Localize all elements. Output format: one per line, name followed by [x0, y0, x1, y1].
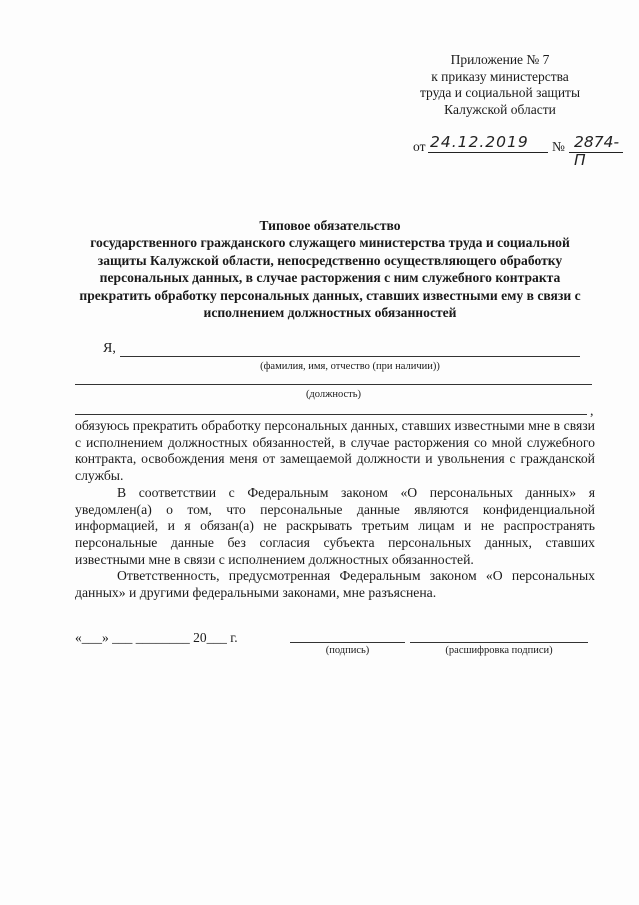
- appendix-region: Калужской области: [444, 101, 556, 117]
- appendix-number: Приложение № 7: [450, 52, 550, 67]
- paragraph-obligation: обязуюсь прекратить обработку персональных данных, ставших известными мне в связи с исполнением должностных обязанностей, в случае расторжения со мной служебного контракта, освобождения меня от замещаемой должности и увольнения с гражданской службы.: [75, 418, 595, 484]
- order-date-number: [413, 133, 623, 169]
- title-line-4: персональных данных, в случае расторжения с ним служебного контракта: [99, 270, 561, 286]
- position-continuation-line[interactable]: [75, 414, 587, 415]
- position-blank-line[interactable]: [75, 384, 592, 385]
- comma-mark: ,: [590, 404, 594, 419]
- appendix-ministry: труда и социальной защиты: [419, 85, 581, 100]
- appendix-header: [400, 52, 600, 118]
- name-blank-line[interactable]: [120, 356, 580, 357]
- order-date-handwritten: 24.12.2019: [430, 133, 529, 151]
- signature-caption: (подпись): [325, 645, 370, 656]
- decoding-caption: (расшифровка подписи): [445, 645, 553, 656]
- signing-date: «___» ___ ________ 20___ г.: [75, 630, 238, 645]
- position-caption: (должность): [305, 389, 362, 400]
- obligation-body: [75, 418, 595, 602]
- paragraph-responsibility: Ответственность, предусмотренная Федеральным законом «О персональных данных» и другими федеральными законами, мне разъяснена.: [75, 568, 595, 601]
- order-date-underline: [428, 152, 548, 153]
- title-line-3: защиты Калужской области, непосредственно осуществляющего обработку: [97, 252, 563, 268]
- name-caption: (фамилия, имя, отчество (при наличии)): [260, 361, 440, 372]
- paragraph-notification: В соответствии с Федеральным законом «О персональных данных» я уведомлен(а) о том, что персональные данные являются конфиденциальной информацией, и я обязан(а) не раскрывать третьим лицам и не распространять персональные данные без согласия субъекта персональных данных, ставших известными мне в связи с исполнением должностных обязанностей.: [75, 484, 595, 567]
- title-line-1: Типовое обязательство: [259, 218, 401, 233]
- signature-blank-line[interactable]: [290, 642, 405, 643]
- appendix-order-ref: к приказу министерства: [431, 68, 569, 84]
- document-title: [60, 217, 600, 321]
- order-from-label: от: [413, 139, 426, 154]
- ya-label: Я,: [103, 341, 116, 356]
- signature-decoding-blank-line[interactable]: [410, 642, 588, 643]
- order-number-label: №: [552, 139, 565, 154]
- title-line-5: прекратить обработку персональных данных, ставших известными ему в связи с: [79, 287, 581, 303]
- title-line-2: государственного гражданского служащего министерства труда и социальной: [90, 235, 570, 251]
- order-number-handwritten: 2874-П: [574, 133, 620, 169]
- title-line-6: исполнением должностных обязанностей: [203, 305, 457, 321]
